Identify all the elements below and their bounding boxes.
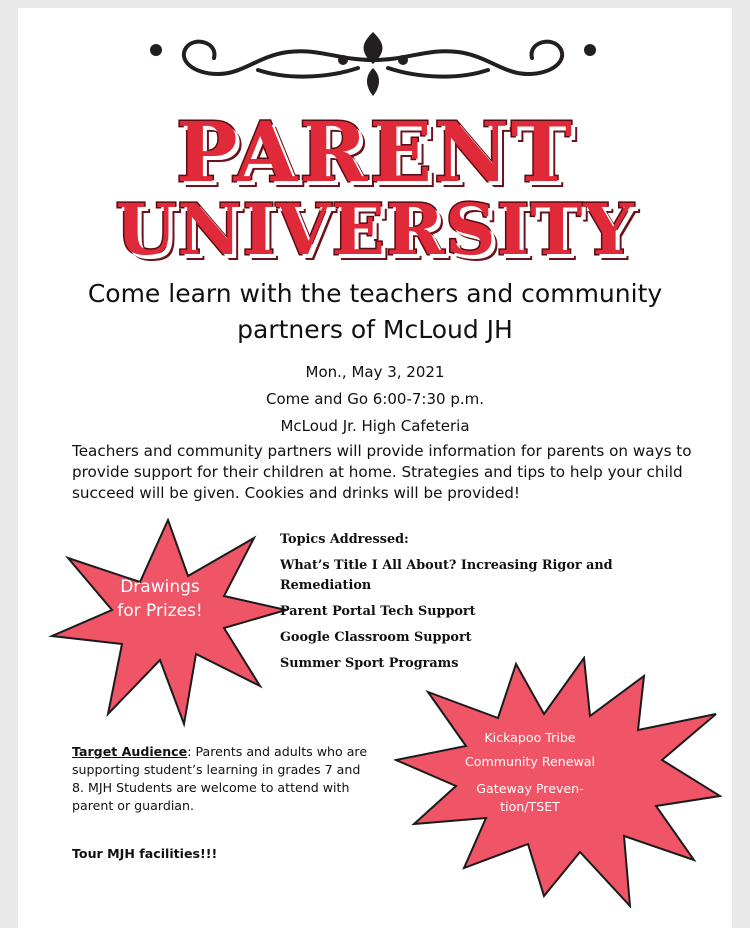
partner-line-1: Kickapoo Tribe bbox=[484, 730, 576, 745]
audience-text: : Parents and adults who are supporting student’s learning in grades 7 and 8. MJH Students are welcome to attend with parent or guardian. bbox=[72, 744, 368, 813]
subtitle-line-2: partners of McLoud JH bbox=[237, 315, 513, 344]
subtitle bbox=[38, 276, 712, 348]
flyer-page bbox=[18, 8, 732, 928]
target-audience bbox=[72, 743, 372, 815]
topic-item: Summer Sport Programs bbox=[280, 656, 459, 671]
tour-note: Tour MJH facilities!!! bbox=[72, 846, 218, 861]
subtitle-line-1: Come learn with the teachers and community bbox=[87, 279, 663, 308]
prize-line-2: for Prizes! bbox=[117, 601, 203, 621]
partner-star-text bbox=[420, 726, 640, 816]
partner-line-2: Community Renewal bbox=[464, 754, 596, 769]
prize-star-text bbox=[80, 575, 240, 623]
topic-item: What’s Title I All About? Increasing Rigor and Remediation bbox=[280, 558, 613, 593]
topic-item: Parent Portal Tech Support bbox=[280, 604, 476, 619]
event-location: McLoud Jr. High Cafeteria bbox=[280, 417, 470, 435]
topic-item: Google Classroom Support bbox=[280, 630, 472, 645]
event-description: Teachers and community partners will provide information for parents on ways to provide support for their children at home. Strategies and tips to help your child succeed will be given. Cookies and drinks will be provided! bbox=[72, 442, 692, 502]
topics-heading: Topics Addressed: bbox=[280, 532, 409, 547]
title-university: UNIVERSITY bbox=[115, 188, 635, 271]
prize-line-1: Drawings bbox=[120, 577, 200, 597]
prize-starburst-icon bbox=[48, 518, 288, 728]
partner-line-4: tion/TSET bbox=[500, 799, 560, 814]
partner-line-3: Gateway Preven- bbox=[476, 781, 584, 796]
title-parent: PARENT bbox=[176, 105, 574, 201]
event-time: Come and Go 6:00-7:30 p.m. bbox=[265, 390, 485, 408]
event-date: Mon., May 3, 2021 bbox=[305, 363, 445, 381]
audience-label: Target Audience bbox=[72, 744, 188, 759]
scroll-ornament-icon bbox=[138, 30, 608, 100]
